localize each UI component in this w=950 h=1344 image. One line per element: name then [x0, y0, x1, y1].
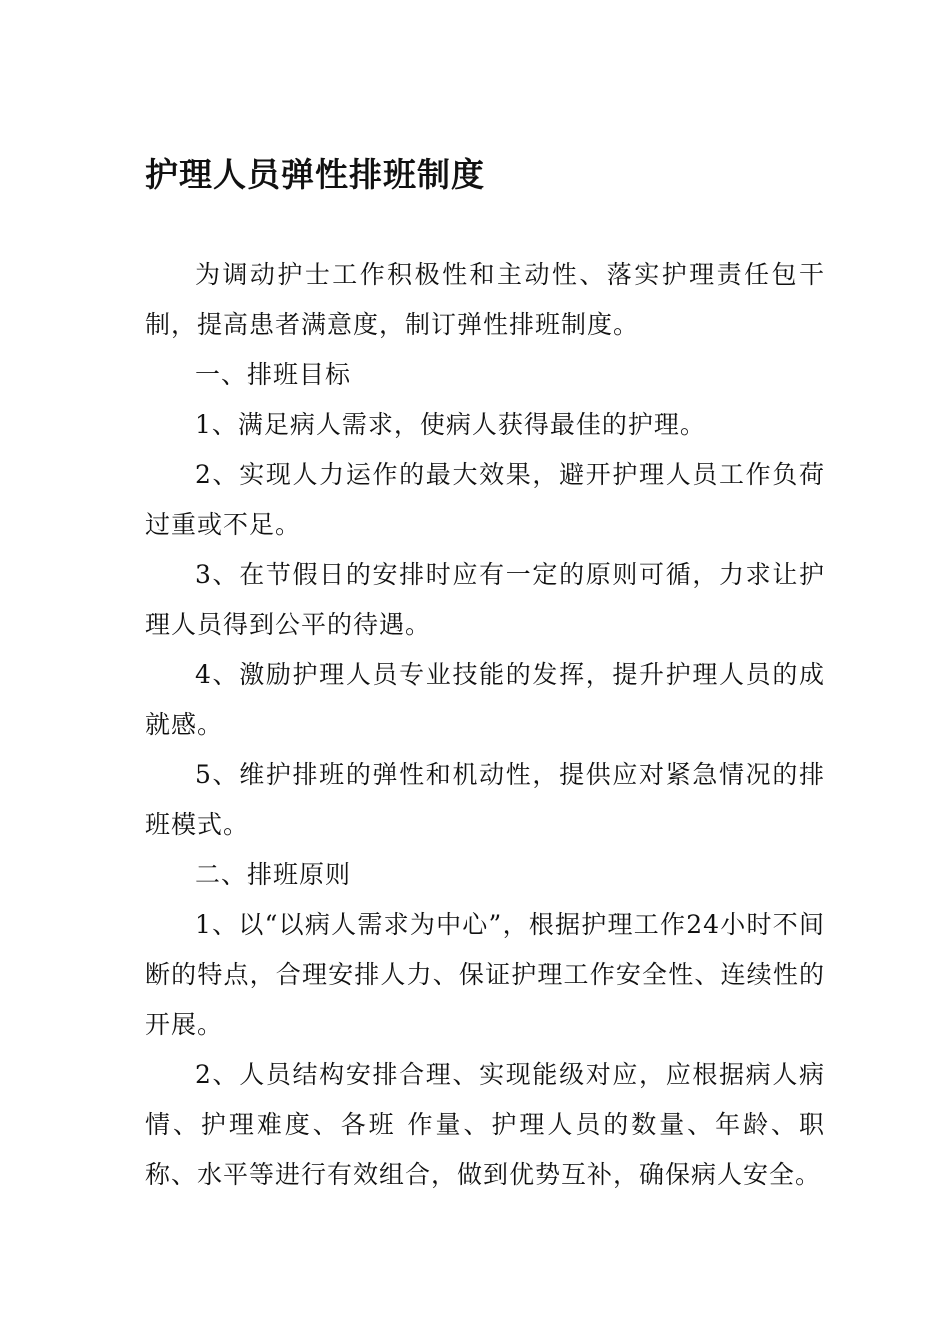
paragraph-intro: 为调动护士工作积极性和主动性、落实护理责任包干制，提高患者满意度，制订弹性排班制度。 [145, 260, 825, 339]
document-title: 护理人员弹性排班制度 [145, 155, 485, 194]
paragraph-principle-1: 1、以“以病人需求为中心”，根据护理工作24小时不间断的特点，合理安排人力、保证护理工作安全性、连续性的开展。 [145, 910, 825, 1039]
paragraph-goal-1: 1、满足病人需求，使病人获得最佳的护理。 [195, 410, 706, 439]
paragraph-goal-4: 4、激励护理人员专业技能的发挥，提升护理人员的成就感。 [145, 660, 825, 739]
paragraph-goal-5: 5、维护排班的弹性和机动性，提供应对紧急情况的排班模式。 [145, 760, 825, 839]
paragraph-goal-3: 3、在节假日的安排时应有一定的原则可循，力求让护理人员得到公平的待遇。 [145, 560, 825, 639]
paragraph-principle-2: 2、人员结构安排合理、实现能级对应，应根据病人病情、护理难度、各班 作量、护理人员的数量、年龄、职称、水平等进行有效组合，做到优势互补，确保病人安全。 [145, 1060, 825, 1189]
section-heading-principles: 二、排班原则 [195, 860, 352, 889]
paragraph-goal-2: 2、实现人力运作的最大效果，避开护理人员工作负荷过重或不足。 [145, 460, 825, 539]
document-body [145, 250, 825, 1200]
section-heading-goals: 一、排班目标 [195, 360, 352, 389]
